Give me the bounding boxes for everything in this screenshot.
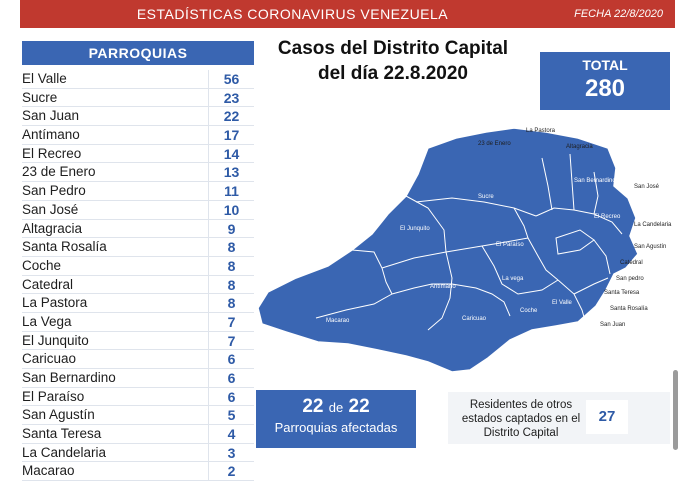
table-row	[22, 201, 254, 220]
scrollbar[interactable]	[673, 370, 678, 450]
parroquia-count: 6	[208, 350, 254, 369]
parroquia-name: San Bernardino	[22, 370, 116, 385]
map-outline	[258, 128, 638, 372]
total-value: 280	[584, 75, 626, 102]
header-title: ESTADÍSTICAS CORONAVIRUS VENEZUELA	[136, 6, 449, 22]
parroquia-name: San José	[22, 201, 79, 217]
table-row	[22, 107, 254, 126]
parroquia-count: 14	[208, 145, 254, 164]
affected-connector: de	[328, 400, 344, 415]
map-label-el-recreo: El Recreo	[594, 214, 621, 220]
header-bar	[20, 0, 675, 28]
table-row	[22, 163, 254, 182]
parroquia-name: 23 de Enero	[22, 164, 96, 180]
parroquias-table	[22, 70, 254, 481]
map-label-coche: Coche	[520, 308, 538, 314]
parroquia-count: 9	[208, 220, 254, 239]
parroquia-count: 11	[208, 182, 254, 201]
parroquias-heading: PARROQUIAS	[22, 41, 254, 65]
affected-parishes-box	[256, 390, 416, 448]
page-title	[262, 36, 524, 86]
parroquia-name: San Agustín	[22, 407, 95, 423]
table-row	[22, 332, 254, 351]
table-row	[22, 182, 254, 201]
map-label-sucre: Sucre	[478, 194, 494, 200]
parroquia-name: El Recreo	[22, 145, 82, 161]
map-label-la-candelaria: La Candelaria	[634, 222, 672, 228]
parroquia-count: 6	[208, 388, 254, 407]
map-label-santa-teresa: Santa Teresa	[604, 290, 640, 296]
map-label-santa-rosalia: Santa Rosalía	[610, 306, 648, 312]
map-label-el-valle: El Valle	[552, 300, 572, 306]
map-label-san-bernardino: San Bernardino	[574, 178, 616, 184]
table-row	[22, 70, 254, 89]
parroquia-name: Caricuao	[22, 351, 77, 367]
parroquia-count: 56	[208, 70, 254, 89]
district-map	[256, 118, 674, 380]
table-row	[22, 406, 254, 425]
table-row	[22, 425, 254, 444]
parroquia-count: 8	[208, 276, 254, 295]
page-title-line1: Casos del Distrito Capital	[277, 38, 509, 59]
parroquia-count: 22	[208, 107, 254, 126]
parroquia-count: 10	[208, 201, 254, 220]
parroquia-name: Santa Rosalía	[22, 239, 107, 255]
parroquia-count: 4	[208, 425, 254, 444]
map-label-altagracia: Altagracia	[566, 144, 593, 150]
map-label-23-de-enero: 23 de Enero	[478, 141, 511, 147]
table-row	[22, 369, 254, 388]
parroquia-name: El Valle	[22, 71, 67, 86]
parroquia-count: 17	[208, 126, 254, 145]
page-title-line2: del día 22.8.2020	[318, 63, 468, 84]
table-row	[22, 220, 254, 239]
header-date: FECHA 22/8/2020	[574, 8, 663, 20]
affected-count: 22	[302, 396, 324, 417]
table-row	[22, 444, 254, 463]
map-label-la-vega: La vega	[502, 276, 524, 282]
parroquia-name: Coche	[22, 257, 62, 273]
parroquia-name: Altagracia	[22, 220, 83, 236]
parroquia-name: Catedral	[22, 276, 74, 292]
affected-total: 22	[348, 396, 370, 417]
parroquia-name: Sucre	[22, 89, 58, 105]
parroquia-name: San Juan	[22, 108, 80, 124]
parroquia-count: 7	[208, 332, 254, 351]
map-label-san-agustin: San Agustín	[634, 244, 667, 250]
map-regions	[258, 128, 638, 372]
map-label-san-jose: San José	[634, 184, 660, 190]
parroquia-name: San Pedro	[22, 183, 86, 199]
table-row	[22, 276, 254, 295]
parroquia-count: 8	[208, 238, 254, 257]
map-label-la-pastora: La Pastora	[526, 128, 556, 134]
parroquia-count: 3	[208, 444, 254, 463]
parroquia-name: El Junquito	[22, 332, 89, 348]
parroquia-count: 8	[208, 294, 254, 313]
parroquia-count: 2	[208, 462, 254, 481]
parroquia-count: 13	[208, 163, 254, 182]
parroquia-name: La Pastora	[22, 295, 88, 311]
map-label-macarao: Macarao	[326, 318, 350, 324]
table-row	[22, 126, 254, 145]
map-label-el-junquito: El Junquito	[400, 226, 430, 232]
map-label-san-pedro: San pedro	[616, 276, 644, 282]
table-row	[22, 388, 254, 407]
parroquia-name: Antímano	[22, 127, 80, 143]
map-label-san-juan: San Juan	[600, 322, 626, 328]
parroquia-count: 5	[208, 406, 254, 425]
residents-text: Residentes de otros estados captados en el Distrito Capital	[461, 399, 581, 439]
map-label-el-paraiso: El Paraíso	[496, 242, 524, 248]
table-row	[22, 238, 254, 257]
residents-count: 27	[586, 400, 628, 434]
affected-count-line	[256, 396, 416, 418]
table-row	[22, 89, 254, 108]
parroquia-count: 6	[208, 369, 254, 388]
parroquia-name: Santa Teresa	[22, 426, 102, 442]
parroquia-count: 8	[208, 257, 254, 276]
table-row	[22, 145, 254, 164]
map-label-catedral: Catedral	[620, 260, 643, 266]
total-box	[540, 52, 670, 110]
parroquia-count: 7	[208, 313, 254, 332]
table-row	[22, 257, 254, 276]
parroquia-name: El Paraíso	[22, 388, 85, 404]
map-label-antimano: Antímano	[430, 284, 456, 290]
total-label: TOTAL	[582, 57, 628, 73]
table-row	[22, 313, 254, 332]
parroquia-name: Macarao	[22, 463, 75, 479]
parroquia-name: La Vega	[22, 313, 72, 329]
parroquia-name: La Candelaria	[22, 444, 107, 460]
affected-label: Parroquias afectadas	[274, 420, 398, 435]
parroquia-count: 23	[208, 89, 254, 108]
table-row	[22, 350, 254, 369]
table-row	[22, 462, 254, 481]
residents-box	[448, 392, 670, 444]
table-row	[22, 294, 254, 313]
map-label-caricuao: Caricuao	[462, 316, 487, 322]
